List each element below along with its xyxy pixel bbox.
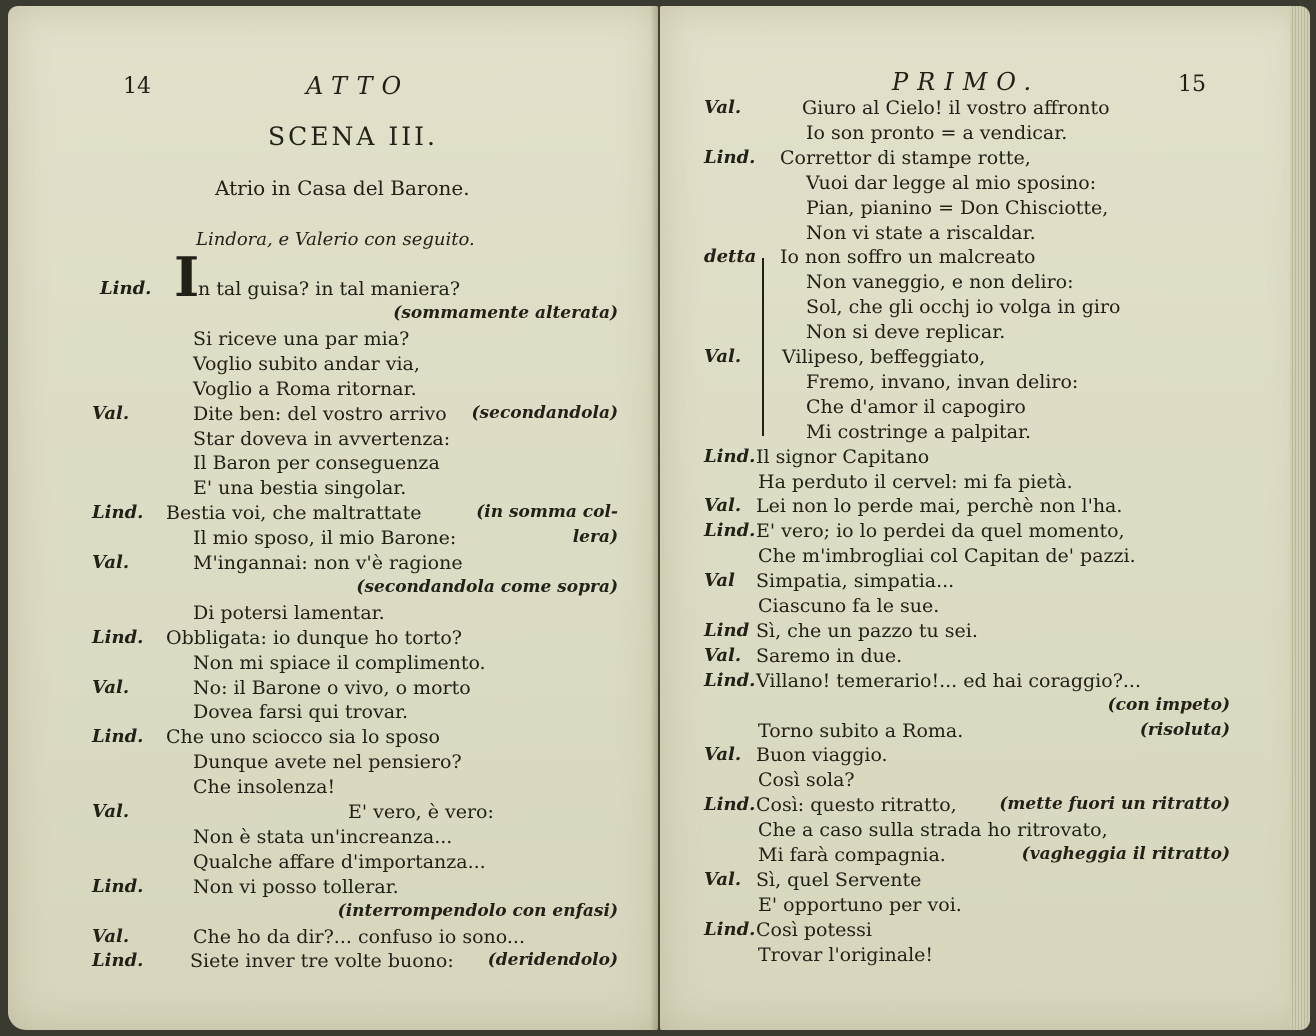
verse-line: Non si deve replicar.	[806, 321, 1006, 344]
verse-line: Che m'imbrogliai col Capitan de' pazzi.	[758, 545, 1136, 568]
verse-line: E' vero, è vero:	[348, 801, 494, 823]
speaker-label: Val.	[704, 868, 742, 890]
verse-line: Di potersi lamentar.	[193, 601, 385, 624]
verse-line: Non mi spiace il complimento.	[193, 651, 486, 674]
speaker-label: Lind.	[704, 146, 756, 168]
verse-line: M'ingannai: non v'è ragione	[193, 552, 463, 574]
verse-line: Il mio sposo, il mio Barone:	[193, 527, 457, 550]
verse-line: Bestia voi, che maltrattate	[166, 502, 422, 525]
stage-direction: (in somma col-	[476, 502, 618, 523]
speaker-label: Val.	[92, 552, 130, 573]
speaker-label: Lind.	[704, 669, 756, 691]
speaker-label: Val.	[92, 676, 130, 698]
verse-line: Il Baron per conseguenza	[193, 452, 440, 475]
drop-cap: I	[174, 245, 200, 309]
speaker-label: Val.	[704, 495, 742, 517]
verse-line: E' una bestia singolar.	[193, 477, 407, 500]
speaker-label: Val.	[704, 97, 742, 118]
verse-line: Che a caso sulla strada ho ritrovato,	[758, 819, 1108, 842]
verse-line: Così potessi	[756, 918, 872, 941]
verse-line: Vuoi dar legge al mio sposino:	[806, 171, 1097, 194]
verse-line: Giuro al Cielo! il vostro affronto	[802, 97, 1110, 119]
right-page	[660, 6, 1308, 1030]
verse-line: Non è stata un'increanza...	[193, 825, 453, 848]
speaker-label: Lind.	[100, 278, 152, 299]
verse-line: Non vaneggio, e non deliro:	[806, 271, 1074, 294]
verse-line: No: il Barone o vivo, o morto	[193, 676, 471, 699]
speaker-label: Lind.	[92, 950, 144, 972]
verse-line: Torno subito a Roma.	[758, 719, 964, 742]
verse-line: Lei non lo perde mai, perchè non l'ha.	[756, 495, 1123, 518]
verse-line: Io son pronto = a vendicar.	[806, 121, 1068, 144]
stage-direction: (vagheggia il ritratto)	[1021, 844, 1230, 864]
verse-line: Mi farà compagnia.	[758, 844, 946, 866]
duet-brace	[762, 258, 772, 436]
verse-line: Fremo, invano, invan deliro:	[806, 370, 1079, 393]
verse-line: Il signor Capitano	[756, 445, 930, 468]
speaker-label: Lind.	[704, 445, 756, 467]
verse-line: Ciascuno fa le sue.	[758, 595, 940, 617]
verse-line: Sì, che un pazzo tu sei.	[756, 619, 978, 642]
verse-line: Trovar l'originale!	[758, 943, 934, 966]
verse-line: Mi costringe a palpitar.	[806, 420, 1032, 443]
verse-line: Voglio subito andar via,	[193, 352, 420, 375]
speaker-label: Val.	[92, 801, 130, 822]
speaker-label: Val.	[704, 744, 742, 766]
verse-line: Simpatia, simpatia...	[756, 570, 955, 593]
stage-direction: lera)	[572, 527, 618, 548]
stage-direction: (deridendolo)	[487, 950, 618, 971]
verse-line: Vilipeso, beffeggiato,	[782, 346, 986, 368]
stage-direction: (risoluta)	[1139, 719, 1230, 740]
verse-line: Che d'amor il capogiro	[806, 395, 1026, 418]
verse-line: Saremo in due.	[756, 644, 903, 667]
verse-line: Sì, quel Servente	[756, 868, 922, 891]
verse-line: Così sola?	[758, 769, 855, 792]
scene-title: SCENA III.	[268, 122, 438, 151]
verse-line: Si riceve una par mia?	[193, 327, 410, 350]
speaker-label: Lind.	[92, 875, 144, 897]
verse-line: Dite ben: del vostro arrivo	[193, 402, 447, 425]
verse-line: Voglio a Roma ritornar.	[193, 377, 417, 400]
scene-setting: Atrio in Casa del Barone.	[215, 176, 470, 200]
speaker-label: Val.	[704, 644, 742, 666]
verse-line: Non vi state a riscaldar.	[806, 221, 1036, 244]
stage-direction: (mette fuori un ritratto)	[999, 794, 1230, 815]
page-edges	[1290, 6, 1310, 1030]
speaker-label: Val	[704, 570, 735, 592]
stage-direction: (secondandola come sopra)	[356, 576, 618, 597]
verse-line: Così: questo ritratto,	[756, 794, 957, 817]
verse-line: Non vi posso tollerar.	[193, 875, 399, 898]
speaker-label: Lind.	[704, 918, 756, 940]
page-number: 15	[1178, 72, 1206, 97]
speaker-label: Lind.	[704, 794, 756, 816]
speaker-label: Lind.	[704, 520, 756, 542]
speaker-label: Val.	[92, 402, 130, 424]
verse-line: Dunque avete nel pensiero?	[193, 751, 462, 774]
characters-line: Lindora, e Valerio con seguito.	[196, 229, 475, 250]
speaker-label: Val.	[92, 925, 130, 947]
running-head: ATTO	[306, 72, 411, 100]
stage-direction: (sommamente alterata)	[393, 303, 618, 323]
page-number: 14	[123, 74, 151, 99]
running-head: PRIMO.	[892, 68, 1041, 96]
verse-line: Io non soffro un malcreato	[780, 246, 1036, 269]
verse-line: Che insolenza!	[193, 776, 336, 799]
verse-line: Che uno sciocco sia lo sposo	[166, 726, 440, 749]
verse-line: n tal guisa? in tal maniera?	[198, 278, 461, 300]
verse-line: Siete inver tre volte buono:	[190, 950, 454, 973]
speaker-label: detta	[704, 246, 757, 268]
verse-line: Buon viaggio.	[756, 744, 888, 767]
verse-line: Che ho da dir?... confuso io sono...	[193, 925, 525, 948]
speaker-label: Lind	[704, 619, 750, 641]
verse-line: E' opportuno per voi.	[758, 893, 962, 916]
stage-direction: (con impeto)	[1107, 694, 1230, 715]
verse-line: Ha perduto il cervel: mi fa pietà.	[758, 470, 1073, 493]
stage-direction: (interrompendolo con enfasi)	[337, 900, 618, 921]
speaker-label: Lind.	[92, 626, 144, 648]
verse-line: Qualche affare d'importanza...	[193, 850, 486, 873]
verse-line: Obbligata: io dunque ho torto?	[166, 626, 462, 649]
verse-line: Correttor di stampe rotte,	[780, 146, 1031, 169]
speaker-label: Val.	[704, 346, 742, 367]
speaker-label: Lind.	[92, 502, 144, 524]
left-page	[8, 6, 658, 1030]
stage-direction: (secondandola)	[471, 402, 618, 423]
verse-line: E' vero; io lo perdei da quel momento,	[756, 520, 1125, 543]
verse-line: Dovea farsi qui trovar.	[193, 701, 409, 724]
verse-line: Villano! temerario!... ed hai coraggio?...	[756, 669, 1142, 692]
verse-line: Star doveva in avvertenza:	[193, 427, 451, 450]
verse-line: Sol, che gli occhj io volga in giro	[806, 296, 1121, 319]
verse-line: Pian, pianino = Don Chisciotte,	[806, 196, 1109, 219]
speaker-label: Lind.	[92, 726, 144, 748]
